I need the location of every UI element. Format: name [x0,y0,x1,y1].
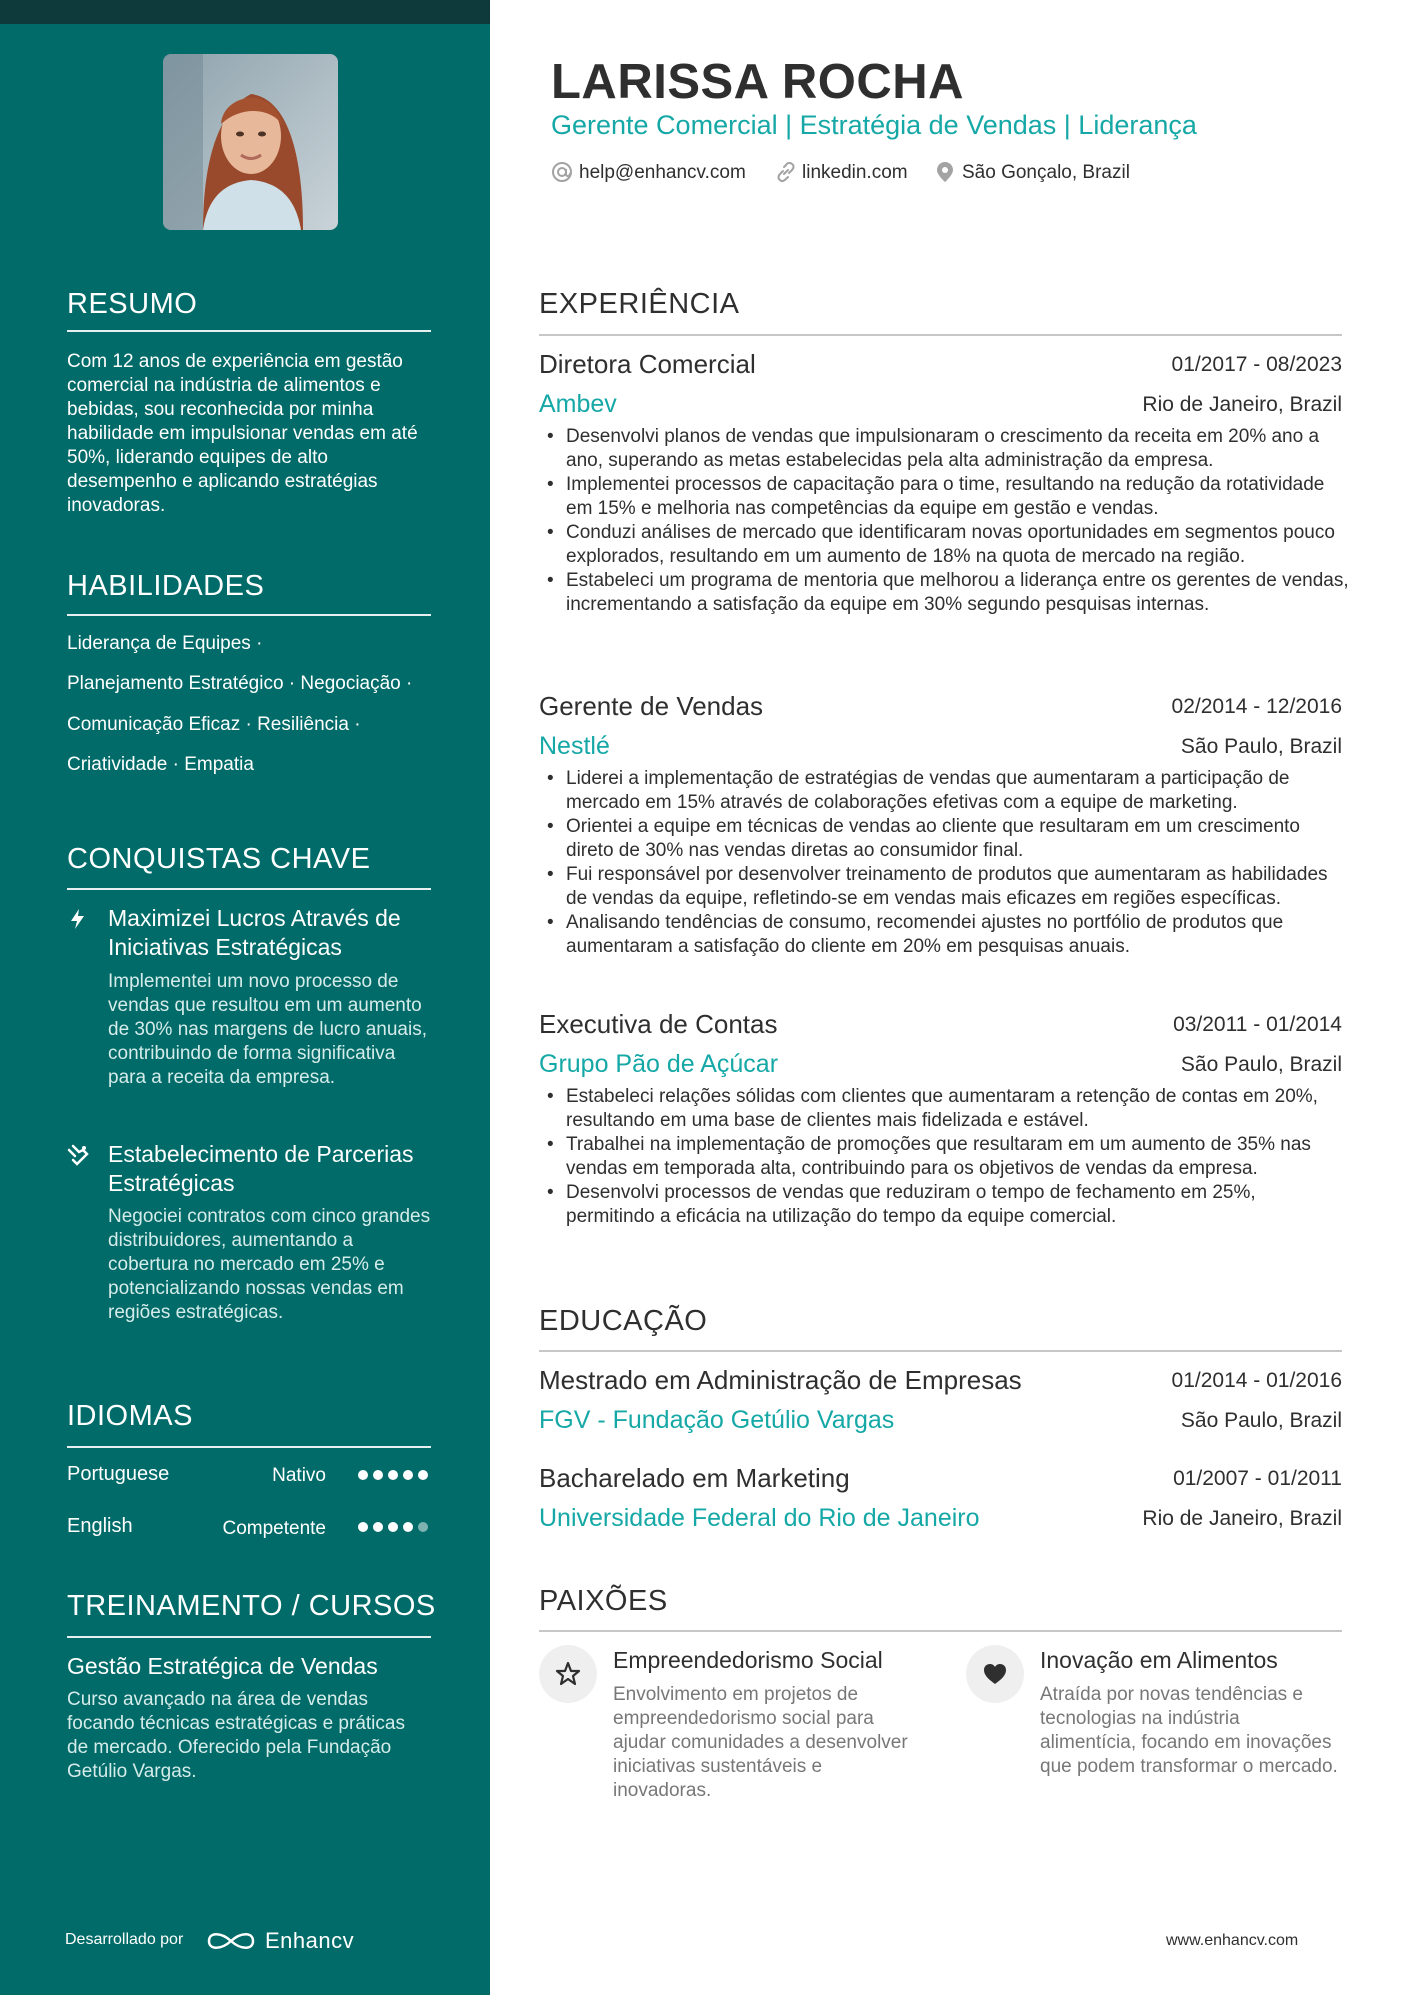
degree-dates: 01/2007 - 01/2011 [1173,1467,1342,1490]
list-item: • Analisando tendências de consumo, recomendei ajustes no portfólio de produtos que aumentaram a satisfação do cliente em 20% em pesquisas anuais. [539,911,1349,959]
rating-dot-filled [358,1470,368,1480]
job-location: São Paulo, Brazil [1180,735,1342,758]
achievement-desc: Negociei contratos com cinco grandes distribuidores, aumentando a cobertura no mercado em 25% e potencializando nossas vendas em regiões estratégicas. [108,1206,431,1323]
contact-linkedin[interactable]: linkedin.com [802,162,908,183]
rating-dot-filled [358,1522,368,1532]
list-item: • Implementei processos de capacitação para o time, resultando na redução da rotatividade em 15% e melhoria nas competências da equipe em gestão e vendas. [539,473,1349,521]
job-dates: 02/2014 - 12/2016 [1171,695,1342,718]
rating-dot-empty [418,1522,428,1532]
job-dates: 01/2017 - 08/2023 [1171,353,1342,376]
language-level: Competente [222,1518,326,1539]
list-item: • Estabeleci um programa de mentoria que melhorou a liderança entre os gerentes de vendas, incrementando a satisfação da equipe em 30% segundo pesquisas internas. [539,569,1349,617]
email-icon [551,161,573,183]
list-item: • Desenvolvi processos de vendas que reduziram o tempo de fechamento em 25%, permitindo a eficácia na utilização do tempo da equipe comercial. [539,1181,1349,1229]
location-pin-icon [934,161,956,183]
degree-dates: 01/2014 - 01/2016 [1171,1369,1342,1392]
website-link[interactable]: www.enhancv.com [1166,1932,1299,1949]
job-title: Gerente de Vendas [539,691,764,721]
summary-text: Com 12 anos de experiência em gestão comercial na indústria de alimentos e bebidas, sou reconhecida por minha habilidade em impulsionar vendas em até 50%, liderando equipes de alto desempenho e aplicando estratégias inovadoras. [67,351,418,516]
list-item: • Orientei a equipe em técnicas de vendas ao cliente que resultaram em um crescimento direto de 30% nas vendas diretas ao consumidor final. [539,815,1349,863]
degree-title: Mestrado em Administração de Empresas [539,1365,1022,1395]
skills-divider [67,614,431,616]
powered-by-label: Desarrollado por [65,1931,184,1948]
languages-title: IDIOMAS [67,1400,193,1432]
school-location: Rio de Janeiro, Brazil [1142,1507,1342,1530]
job-location: São Paulo, Brazil [1180,1053,1342,1076]
rating-dot-filled [418,1470,428,1480]
passion-title: Empreendedorismo Social [613,1647,883,1673]
passions-title: PAIXÕES [539,1585,668,1617]
summary-divider [67,330,431,332]
job-location: Rio de Janeiro, Brazil [1142,393,1342,416]
summary-title: RESUMO [67,288,198,320]
candidate-name: LARISSA ROCHA [551,55,965,109]
company-name: Nestlé [539,732,610,760]
skill-line: Planejamento Estratégico · Negociação · [67,673,413,694]
enhancv-brand: Enhancv [265,1928,355,1953]
training-divider [67,1636,431,1638]
list-item: • Liderei a implementação de estratégias de vendas que aumentaram a participação de mercado em 15% através de colaborações efetivas com a equipe de marketing. [539,767,1349,815]
contact-location: São Gonçalo, Brazil [962,162,1130,183]
passion-icon-badge [539,1645,597,1703]
education-divider [539,1350,1342,1352]
passions-divider [539,1630,1342,1632]
experience-title: EXPERIÊNCIA [539,288,740,320]
handshake-icon [67,1144,89,1166]
rating-dot-filled [388,1470,398,1480]
skill-line: Criatividade · Empatia [67,754,254,775]
job-bullets [539,767,1349,959]
school-location: São Paulo, Brazil [1180,1409,1342,1432]
contact-email[interactable]: help@enhancv.com [579,162,746,183]
rating-dot-filled [388,1522,398,1532]
passion-icon-badge [966,1645,1024,1703]
experience-divider [539,334,1342,336]
skill-line: Comunicação Eficaz · Resiliência · [67,714,361,735]
job-title: Executiva de Contas [539,1009,778,1039]
candidate-headline: Gerente Comercial | Estratégia de Vendas | Liderança [551,110,1197,140]
job-dates: 03/2011 - 01/2014 [1173,1013,1342,1036]
profile-photo [163,54,338,230]
job-bullets [539,425,1349,617]
achievement-title: Maximizei Lucros Através de Iniciativas Estratégicas [108,905,401,960]
company-name: Ambev [539,390,617,418]
education-title: EDUCAÇÃO [539,1305,708,1337]
achievements-title: CONQUISTAS CHAVE [67,843,371,875]
rating-dot-filled [373,1470,383,1480]
lightning-bolt-icon [67,908,89,930]
language-level: Nativo [272,1465,326,1486]
list-item: • Conduzi análises de mercado que identificaram novas oportunidades em segmentos pouco explorados, resultando em um aumento de 18% na quota de mercado na região. [539,521,1349,569]
list-item: • Estabeleci relações sólidas com clientes que aumentaram a retenção de contas em 20%, resultando em uma base de clientes mais fidelizada e estável. [539,1085,1349,1133]
achievement-title: Estabelecimento de Parcerias Estratégicas [108,1141,414,1196]
languages-divider [67,1446,431,1448]
passion-desc: Atraída por novas tendências e tecnologias na indústria alimentícia, focando em inovações que podem transformar o mercado. [1040,1684,1338,1777]
company-name: Grupo Pão de Açúcar [539,1050,779,1078]
skill-line: Liderança de Equipes · [67,633,263,654]
language-name: English [67,1515,133,1537]
rating-dot-filled [403,1522,413,1532]
heart-icon [966,1645,1024,1703]
link-icon [775,161,797,183]
rating-dot-filled [403,1470,413,1480]
skills-title: HABILIDADES [67,570,265,602]
sidebar [0,0,490,1995]
list-item: • Desenvolvi planos de vendas que impulsionaram o crescimento da receita em 20% ano a ano, superando as metas estabelecidas pela alta administração da empresa. [539,425,1349,473]
enhancv-logo-icon [205,1924,257,1958]
job-bullets [539,1085,1349,1229]
achievement-desc: Implementei um novo processo de vendas que resultou em um aumento de 30% nas margens de lucro anuais, contribuindo de forma significativa para a receita da empresa. [108,971,427,1088]
training-title: TREINAMENTO / CURSOS [67,1590,436,1622]
list-item: • Fui responsável por desenvolver treinamento de produtos que aumentaram as habilidades de vendas da equipe, refletindo-se em vendas mais eficazes em regiões específicas. [539,863,1349,911]
degree-title: Bacharelado em Marketing [539,1463,850,1493]
course-title: Gestão Estratégica de Vendas [67,1653,378,1679]
star-icon [539,1645,597,1703]
language-name: Portuguese [67,1463,170,1485]
school-name: Universidade Federal do Rio de Janeiro [539,1504,980,1532]
achievements-divider [67,888,431,890]
course-desc: Curso avançado na área de vendas focando técnicas estratégicas e práticas de mercado. Oferecido pela Fundação Getúlio Vargas. [67,1689,405,1782]
passion-title: Inovação em Alimentos [1040,1647,1278,1673]
rating-dot-filled [373,1522,383,1532]
list-item: • Trabalhei na implementação de promoções que resultaram em um aumento de 35% nas vendas em temporada alta, contribuindo para os objetivos de vendas da empresa. [539,1133,1349,1181]
passion-desc: Envolvimento em projetos de empreendedorismo social para ajudar comunidades a desenvolver iniciativas sustentáveis e inovadoras. [613,1684,908,1801]
job-title: Diretora Comercial [539,349,756,379]
school-name: FGV - Fundação Getúlio Vargas [539,1406,895,1434]
sidebar-top-band [0,0,490,24]
